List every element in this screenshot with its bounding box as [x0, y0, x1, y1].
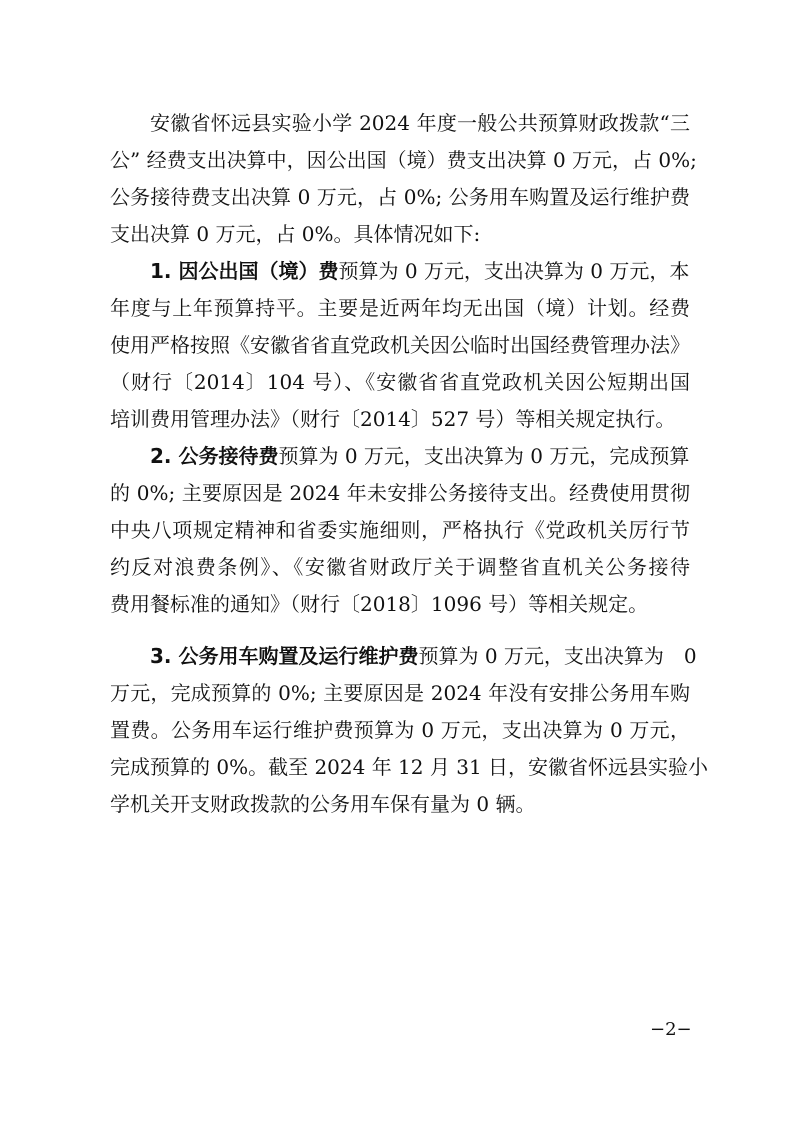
paragraph-2-line-4: （财行〔2014〕104 号）、《安徽省省直党政机关因公短期出国 [110, 370, 690, 394]
paragraph-4-line-3: 置费。公务用车运行维护费预算为 0 万元，支出决算为 0 万元， [110, 718, 690, 742]
paragraph-3-line-3: 中央八项规定精神和省委实施细则，严格执行《党政机关厉行节 [110, 518, 690, 542]
paragraph-3-line-1 [150, 441, 690, 471]
paragraph-1-line-2: 公” 经费支出决算中，因公出国（境）费支出决算 0 万元，占 0%; [110, 148, 697, 172]
paragraph-1-line-1: 安徽省怀远县实验小学 2024 年度一般公共预算财政拨款“三 [150, 111, 690, 135]
paragraph-3-line-5: 费用餐标准的通知》（财行〔2018〕1096 号）等相关规定。 [110, 592, 649, 616]
paragraph-2-line-3: 使用严格按照《安徽省省直党政机关因公临时出国经费管理办法》 [110, 333, 690, 357]
paragraph-1-line-3: 公务接待费支出决算 0 万元，占 0%; 公务用车购置及运行维护费 [110, 185, 690, 209]
paragraph-4-line-5: 学机关开支财政拨款的公务用车保有量为 0 辆。 [110, 792, 536, 816]
section-1-heading: 1. 因公出国（境）费 [150, 259, 339, 283]
paragraph-2-line-5: 培训费用管理办法》（财行〔2014〕527 号）等相关规定执行。 [110, 407, 676, 431]
section-2-heading: 2. 公务接待费 [150, 444, 279, 468]
paragraph-1-line-4: 支出决算 0 万元，占 0%。具体情况如下: [110, 222, 481, 246]
paragraph-2-line-1 [150, 256, 690, 286]
section-3-first-line-text: 预算为 0 万元，支出决算为 0 [418, 644, 697, 668]
paragraph-4-line-1 [150, 641, 697, 671]
section-3-heading: 3. 公务用车购置及运行维护费 [150, 644, 419, 668]
paragraph-2-line-2: 年度与上年预算持平。主要是近两年均无出国（境）计划。经费 [110, 296, 690, 320]
paragraph-3-line-4: 约反对浪费条例》、《安徽省财政厅关于调整省直机关公务接待 [110, 555, 690, 579]
page-number: −2− [650, 1019, 692, 1040]
section-2-first-line-text: 预算为 0 万元，支出决算为 0 万元，完成预算 [278, 444, 690, 468]
section-1-first-line-text: 预算为 0 万元，支出决算为 0 万元，本 [338, 259, 690, 283]
paragraph-3-line-2: 的 0%; 主要原因是 2024 年未安排公务接待支出。经费使用贯彻 [110, 481, 690, 505]
paragraph-4-line-2: 万元，完成预算的 0%; 主要原因是 2024 年没有安排公务用车购 [110, 681, 690, 705]
paragraph-4-line-4: 完成预算的 0%。截至 2024 年 12 月 31 日，安徽省怀远县实验小 [110, 755, 709, 779]
